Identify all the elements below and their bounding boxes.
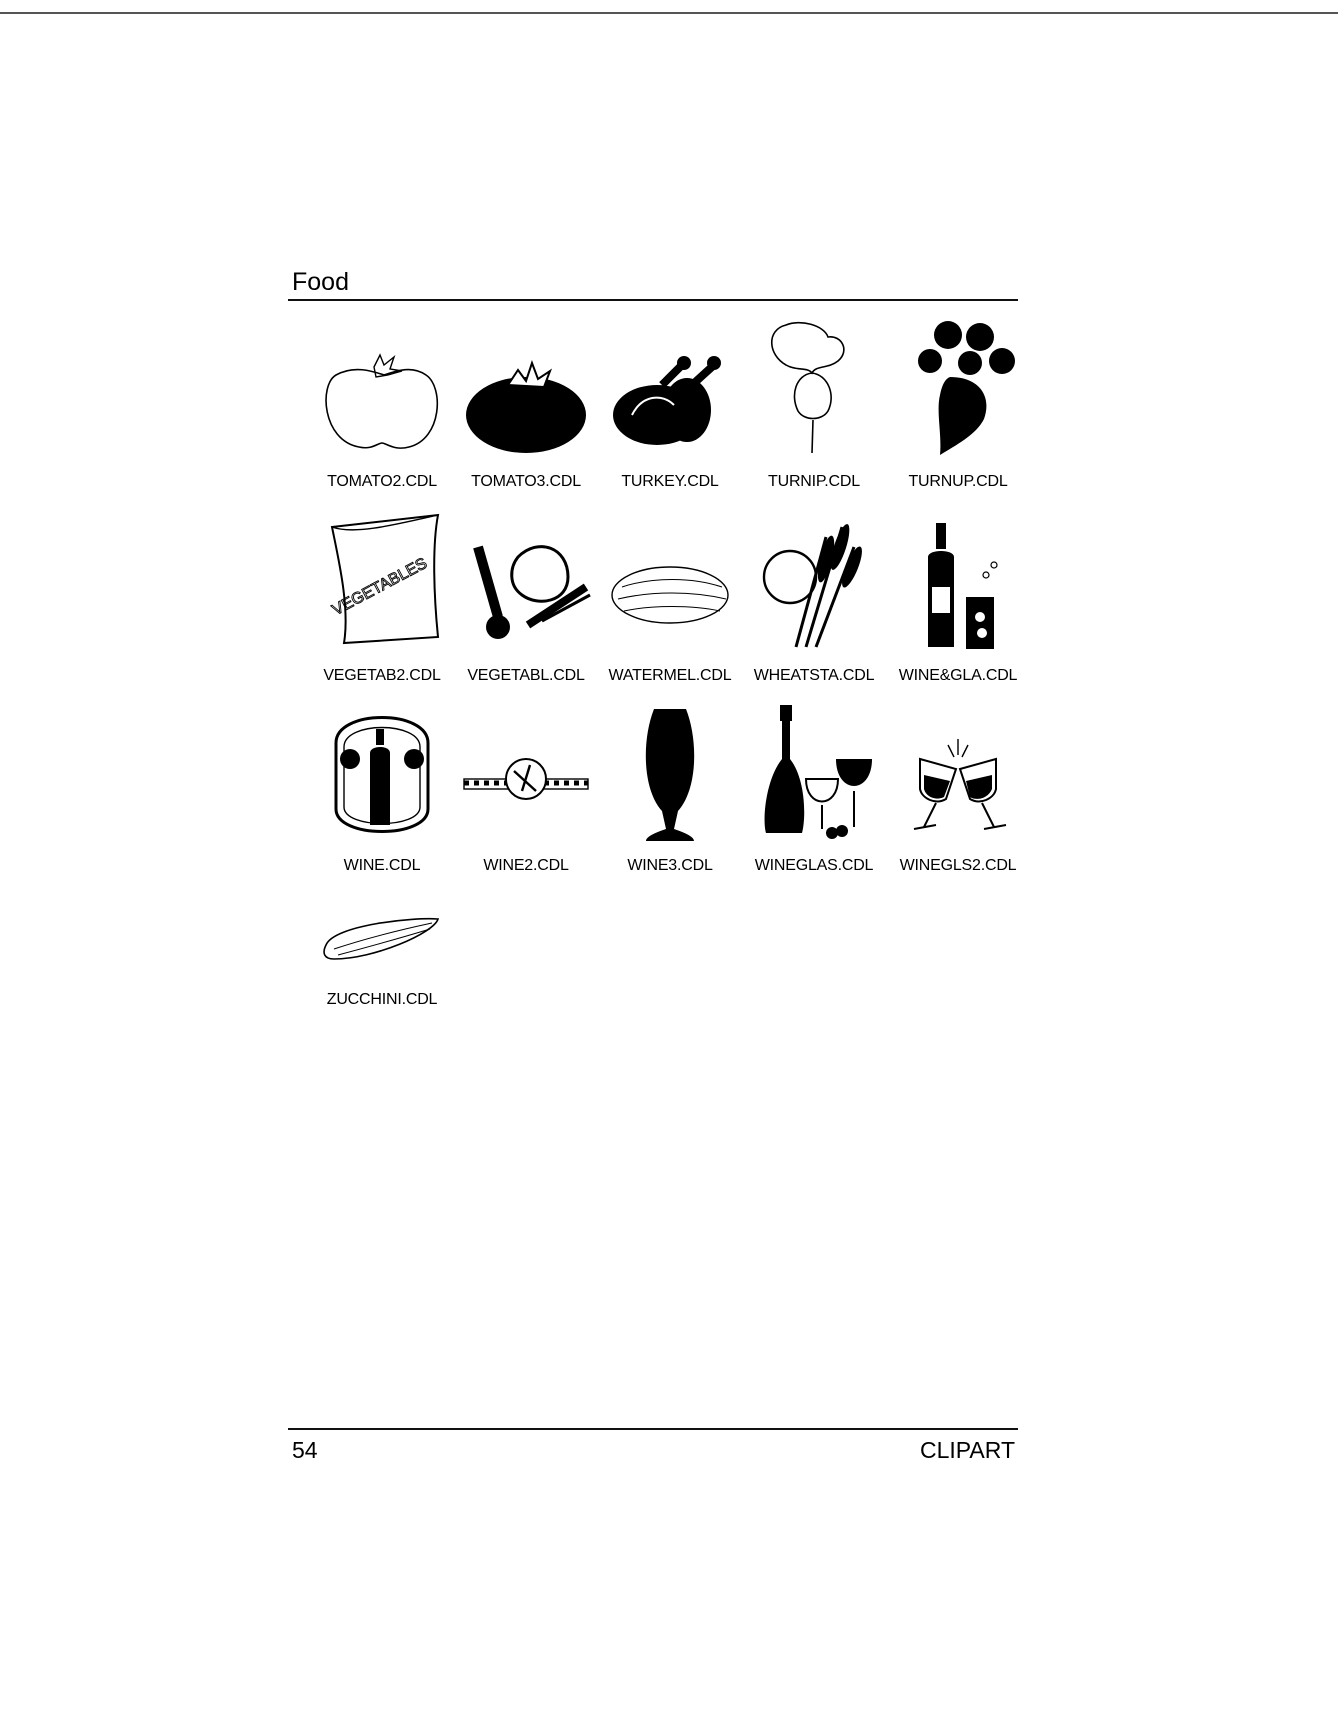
clipart-label: WINE&GLA.CDL xyxy=(898,667,1018,684)
clipart-item xyxy=(454,507,598,687)
clipart-label: TOMATO2.CDL xyxy=(327,473,437,490)
clipart-item xyxy=(310,889,454,1069)
section-rule xyxy=(288,299,1018,301)
section-title: Food xyxy=(292,268,349,296)
clipart-item xyxy=(742,699,886,879)
svg-text:VEGETABLES: VEGETABLES xyxy=(329,554,431,620)
clipart-item xyxy=(454,315,598,495)
clipart-label: VEGETABL.CDL xyxy=(467,667,585,684)
clipart-label: VEGETAB2.CDL xyxy=(323,667,441,684)
vegetables-icon xyxy=(458,507,594,657)
clipart-item xyxy=(310,507,454,687)
clipart-item xyxy=(454,699,598,879)
clipart-label: TURNIP.CDL xyxy=(768,473,860,490)
wine-glasses-toast-icon xyxy=(890,699,1026,849)
clipart-label: WINEGLAS.CDL xyxy=(754,857,874,874)
clipart-label: WATERMEL.CDL xyxy=(608,667,732,684)
wine-glass-solid-icon xyxy=(602,699,738,849)
clipart-item xyxy=(886,507,1030,687)
wheat-stalks-icon xyxy=(746,507,882,657)
clipart-label: TOMATO3.CDL xyxy=(471,473,581,490)
clipart-item xyxy=(886,699,1030,879)
clipart-label: ZUCCHINI.CDL xyxy=(326,991,438,1008)
footer-rule xyxy=(288,1428,1018,1430)
running-title: CLIPART xyxy=(920,1437,1016,1463)
clipart-item xyxy=(598,315,742,495)
clipart-label: WINE2.CDL xyxy=(483,857,569,874)
tomato-outline-icon xyxy=(314,315,450,465)
tomato-solid-icon xyxy=(458,315,594,465)
wine-emblem-icon xyxy=(314,699,450,849)
zucchini-icon xyxy=(314,889,450,1039)
clipart-label: TURKEY.CDL xyxy=(621,473,719,490)
watermelon-icon xyxy=(602,507,738,657)
clipart-label: WINE.CDL xyxy=(343,857,421,874)
clipart-label: WHEATSTA.CDL xyxy=(753,667,875,684)
turnip-outline-icon xyxy=(746,315,882,465)
clipart-item xyxy=(310,315,454,495)
wine-banner-icon xyxy=(458,699,594,849)
clipart-label: WINEGLS2.CDL xyxy=(899,857,1017,874)
top-rule xyxy=(0,12,1338,14)
turnip-solid-icon xyxy=(890,315,1026,465)
clipart-item xyxy=(742,507,886,687)
vegetables-bag-icon xyxy=(314,507,450,657)
clipart-item xyxy=(598,507,742,687)
clipart-item xyxy=(742,315,886,495)
page-number: 54 xyxy=(292,1437,318,1463)
wine-glasses-bottle-icon xyxy=(746,699,882,849)
turkey-icon xyxy=(602,315,738,465)
wine-and-glass-icon xyxy=(890,507,1026,657)
clipart-item xyxy=(310,699,454,879)
clipart-label: TURNUP.CDL xyxy=(908,473,1008,490)
clipart-label: WINE3.CDL xyxy=(627,857,713,874)
clipart-item xyxy=(886,315,1030,495)
clipart-item xyxy=(598,699,742,879)
